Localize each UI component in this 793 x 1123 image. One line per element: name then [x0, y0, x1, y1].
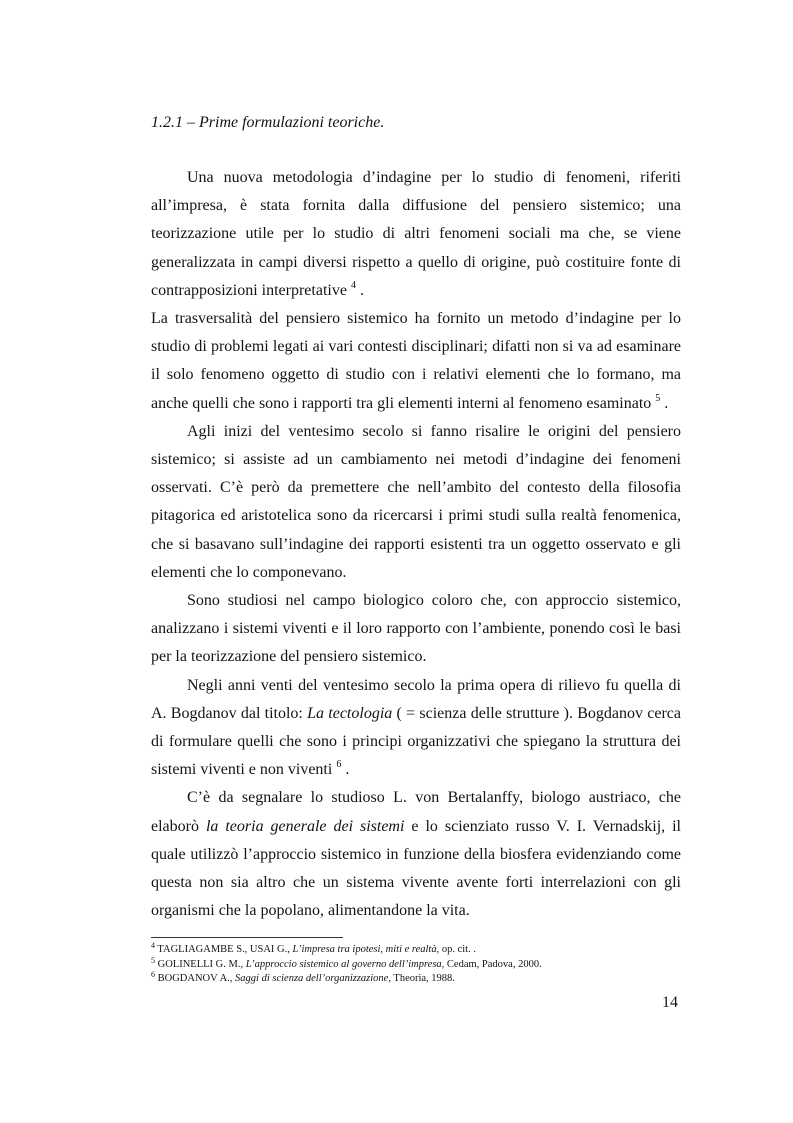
paragraph-1: [151, 164, 681, 305]
paragraph-4: Sono studiosi nel campo biologico coloro che, con approccio sistemico, analizzano i sistemi viventi e il loro rapporto con l’ambiente, ponendo così le basi per la teorizzazione del pensiero sistemico.: [151, 592, 681, 666]
footnote-title: Saggi di scienza dell’organizzazione: [235, 973, 389, 984]
paragraph-6-before: C’è da segnalare lo studioso L. von Bertalanffy, biologo austriaco, che elaborò: [151, 789, 681, 835]
paragraph-5-after: ( = scienza delle strutture ). Bogdanov cerca di formulare quelli che sono i principi organizzativi che spiegano la struttura dei sistemi viventi e non viventi: [151, 704, 681, 779]
footnote-title: L’impresa tra ipotesi, miti e realtà: [292, 944, 437, 955]
paragraph-6-after: e lo scienziato russo V. I. Vernadskij, il quale utilizzò l’approccio sistemico in funzione della biosfera evidenziando come questa non sia altro che un sistema vivente avente forti interrelazioni con gli organismi che la popolano, alimentandone la vita.: [151, 817, 681, 920]
work-title-tectologia: La tectologia: [307, 704, 393, 722]
footnote-rest: , Cedam, Padova, 2000.: [441, 958, 542, 970]
footnote-author: TAGLIAGAMBE S., USAI G.,: [155, 944, 293, 955]
paragraph-2-text: La trasversalità del pensiero sistemico ha fornito un metodo d’indagine per lo studio di problemi legati ai vari contesti disciplinari; difatti non si va ad esaminare il solo fenomeno oggetto di studio con i relativi elementi che lo formano, ma anche quelli che sono i rapporti tra gli elementi interni al fenomeno esaminato: [151, 310, 681, 412]
footnote-author: GOLINELLI G. M.,: [155, 958, 246, 970]
work-title-teoria-generale: la teoria generale dei sistemi: [205, 817, 405, 835]
paragraph-1-text: Una nuova metodologia d’indagine per lo studio di fenomeni, riferiti all’impresa, è stata fornita dalla diffusione del pensiero sistemico; una teorizzazione utile per lo studio di altri fenomeni sociali ma che, se viene generalizzata in campi diversi rispetto a quello di origine, può costituire fonte di contrapposizioni interpretative: [151, 169, 681, 299]
body-text: [151, 164, 681, 925]
section-heading: 1.2.1 – Prime formulazioni teoriche.: [151, 114, 385, 131]
footnote-rest: , Theoria, 1988.: [388, 973, 455, 984]
footnotes: [151, 943, 691, 987]
paragraph-5-before: Negli anni venti del ventesimo secolo la prima opera di rilievo fu quella di A. Bogdanov dal titolo:: [151, 676, 681, 722]
paragraph-3: Agli inizi del ventesimo secolo si fanno risalire le origini del pensiero sistemico; si assiste ad un cambiamento nei metodi d’indagine dei fenomeni osservati. C’è però da premettere che nell’ambito del contesto della filosofia pitagorica ed aristotelica sono da ricercarsi i primi studi sulla realtà fenomenica, che si basavano sull’indagine dei rapporti esistenti tra un oggetto osservato e gli elementi che lo componevano.: [151, 422, 681, 581]
paragraph-6: [151, 784, 681, 925]
footnote-5: [151, 955, 691, 973]
footnote-6: [151, 972, 691, 987]
footnote-number: 5: [151, 955, 155, 965]
footnote-author: BOGDANOV A.,: [155, 973, 236, 984]
footnote-title: L’approccio sistemico al governo dell’impresa: [245, 958, 442, 970]
footnote-4: [151, 943, 691, 958]
paragraph-1-tail: .: [355, 281, 364, 299]
footnote-ref-6[interactable]: 6: [336, 759, 342, 771]
footnote-number: 4: [151, 941, 155, 950]
footnote-separator: [151, 937, 343, 938]
footnote-ref-5[interactable]: 5: [655, 392, 661, 404]
footnote-number: 6: [151, 970, 155, 979]
page-number: 14: [662, 994, 678, 1011]
paragraph-5: [151, 672, 681, 785]
paragraph-5-tail: .: [341, 761, 350, 779]
paragraph-2: [151, 305, 681, 418]
footnote-ref-4[interactable]: 4: [350, 279, 356, 291]
footnote-rest: , op. cit. .: [436, 944, 476, 955]
paragraph-2-tail: .: [660, 394, 669, 412]
